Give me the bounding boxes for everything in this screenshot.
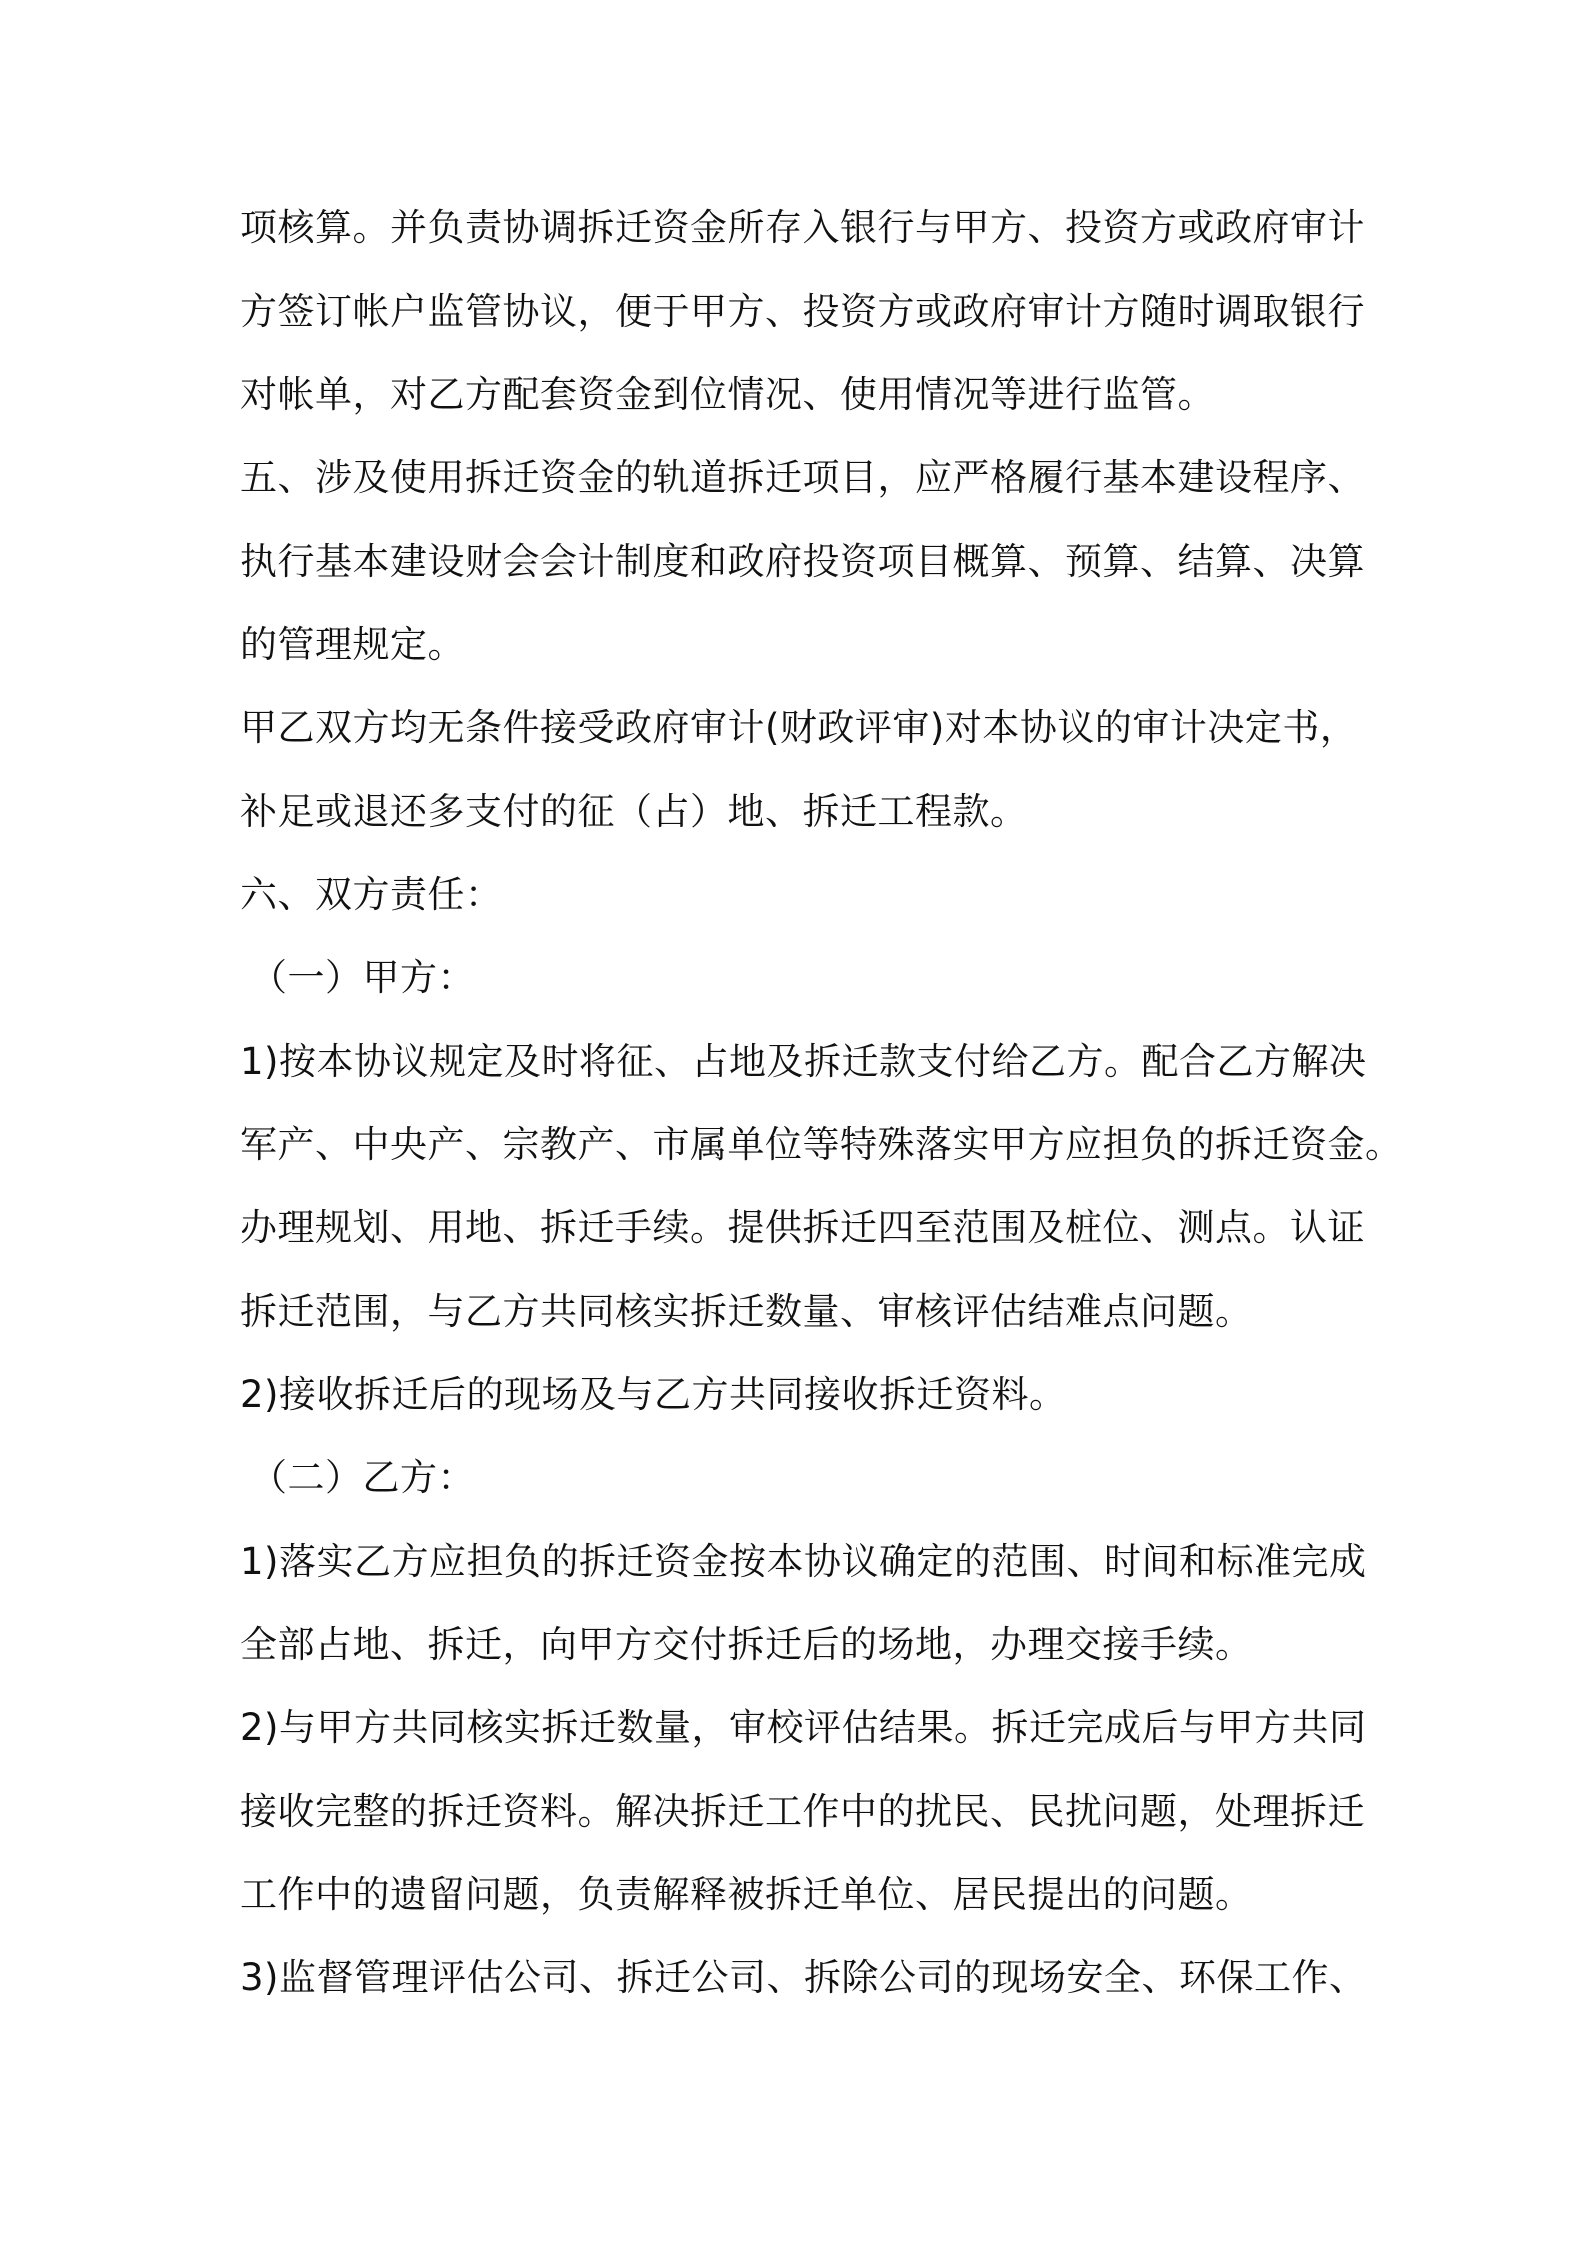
text-line-10: （一）甲方： [250,956,475,999]
text-line-21: 工作中的遗留问题，负责解释被拆迁单位、居民提出的问题。 [240,1873,1253,1916]
text-line-22: 3)监督管理评估公司、拆迁公司、拆除公司的现场安全、环保工作、 [240,1956,1367,1999]
text-line-12: 军产、中央产、宗教产、市属单位等特殊落实甲方应担负的拆迁资金。 [240,1123,1403,1166]
text-line-14: 拆迁范围，与乙方共同核实拆迁数量、审核评估结难点问题。 [240,1290,1253,1333]
text-line-18: 全部占地、拆迁，向甲方交付拆迁后的场地，办理交接手续。 [240,1623,1253,1666]
text-line-5: 执行基本建设财会会计制度和政府投资项目概算、预算、结算、决算 [240,540,1365,583]
text-line-8: 补足或退还多支付的征（占）地、拆迁工程款。 [240,790,1028,833]
text-line-19: 2)与甲方共同核实拆迁数量，审校评估结果。拆迁完成后与甲方共同 [240,1706,1367,1749]
text-line-7: 甲乙双方均无条件接受政府审计(财政评审)对本协议的审计决定书， [240,706,1358,749]
text-line-11: 1)按本协议规定及时将征、占地及拆迁款支付给乙方。配合乙方解决 [240,1040,1367,1083]
text-line-4: 五、涉及使用拆迁资金的轨道拆迁项目，应严格履行基本建设程序、 [240,456,1365,499]
text-line-3: 对帐单，对乙方配套资金到位情况、使用情况等进行监管。 [240,373,1215,416]
text-line-6: 的管理规定。 [240,623,465,666]
text-line-13: 办理规划、用地、拆迁手续。提供拆迁四至范围及桩位、测点。认证 [240,1206,1365,1249]
text-line-16: （二）乙方： [250,1456,475,1499]
text-line-20: 接收完整的拆迁资料。解决拆迁工作中的扰民、民扰问题，处理拆迁 [240,1790,1365,1833]
text-line-15: 2)接收拆迁后的现场及与乙方共同接收拆迁资料。 [240,1373,1067,1416]
text-line-1: 项核算。并负责协调拆迁资金所存入银行与甲方、投资方或政府审计 [240,206,1365,249]
text-line-2: 方签订帐户监管协议，便于甲方、投资方或政府审计方随时调取银行 [240,290,1365,333]
text-line-17: 1)落实乙方应担负的拆迁资金按本协议确定的范围、时间和标准完成 [240,1540,1367,1583]
text-line-9: 六、双方责任： [240,873,503,916]
